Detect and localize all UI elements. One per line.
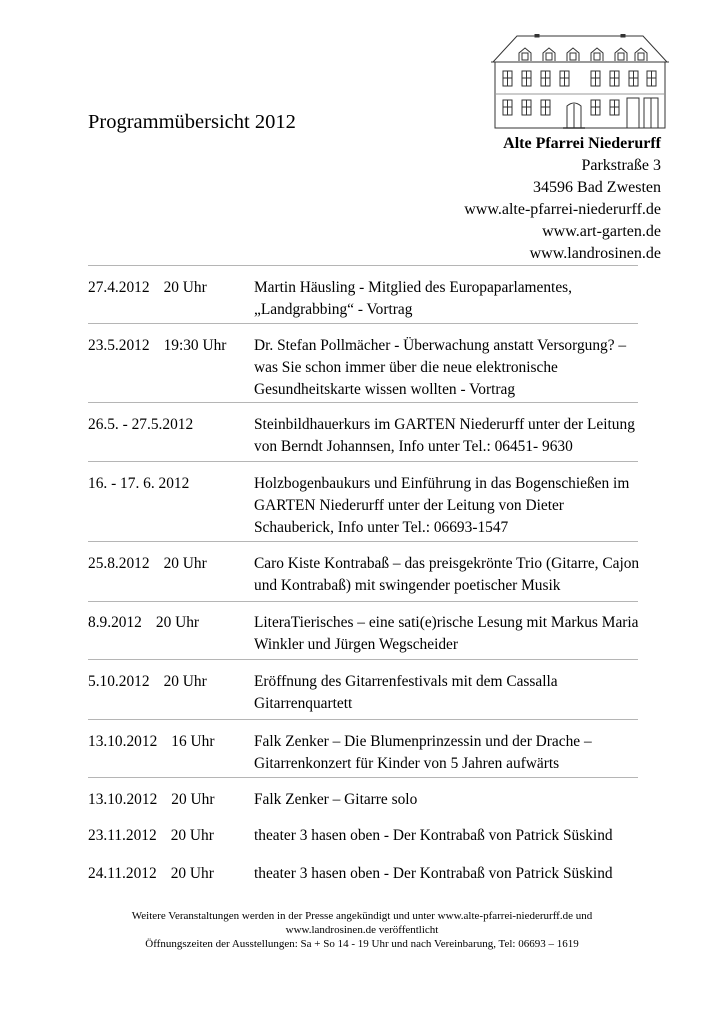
event-description-line: von Berndt Johannsen, Info unter Tel.: 06451- 9630: [254, 438, 573, 455]
event-time: 20 Uhr: [170, 827, 214, 844]
address-street: Parkstraße 3: [581, 157, 661, 174]
event-description-line: LiteraTierisches – eine sati(e)rische Lesung mit Markus Maria: [254, 614, 639, 631]
footer-line: Weitere Veranstaltungen werden in der Presse angekündigt und unter www.alte-pfarrei-niederurff.de und: [131, 910, 593, 922]
event-description-line: Eröffnung des Gitarrenfestivals mit dem Cassalla: [254, 673, 558, 690]
event-description-line: Falk Zenker – Gitarre solo: [254, 791, 418, 808]
event-date: 27.4.2012: [88, 279, 150, 296]
divider: [88, 265, 638, 266]
event-datetime: [88, 863, 214, 885]
event-description: [254, 277, 649, 321]
event-description-line: theater 3 hasen oben - Der Kontrabaß von Patrick Süskind: [254, 827, 613, 844]
event-description: [254, 731, 649, 775]
parsonage-building-illustration: [487, 34, 673, 130]
event-date: 13.10.2012: [88, 791, 158, 808]
event-date: 13.10.2012: [88, 733, 158, 750]
footer-line: Öffnungszeiten der Ausstellungen: Sa + So 14 - 19 Uhr und nach Vereinbarung, Tel: 06693 – 1619: [145, 938, 579, 950]
event-description-line: Gesundheitskarte wissen wollten - Vortrag: [254, 381, 516, 398]
event-time: 20 Uhr: [163, 673, 207, 690]
event-description-line: Schauberick, Info unter Tel.: 06693-1547: [254, 519, 509, 536]
event-description-line: Caro Kiste Kontrabaß – das preisgekrönte Trio (Gitarre, Cajon: [254, 555, 640, 572]
event-description-line: was Sie schon immer über die neue elektronische: [254, 359, 558, 376]
footer-note: [62, 909, 662, 951]
event-description: [254, 863, 649, 885]
event-description-line: Gitarrenquartett: [254, 695, 353, 712]
event-description-line: Gitarrenkonzert für Kinder von 5 Jahren aufwärts: [254, 755, 560, 772]
event-datetime: [88, 789, 214, 811]
event-time: 16 Uhr: [171, 733, 215, 750]
event-datetime: [88, 414, 193, 436]
event-date: 5.10.2012: [88, 673, 150, 690]
divider: [88, 541, 638, 542]
event-date: 16. - 17. 6. 2012: [88, 475, 190, 492]
event-datetime: [88, 731, 214, 753]
event-description: [254, 789, 649, 811]
event-date: 23.11.2012: [88, 827, 157, 844]
event-datetime: [88, 335, 226, 357]
event-datetime: [88, 671, 207, 693]
event-description-line: Martin Häusling - Mitglied des Europaparlamentes,: [254, 279, 572, 296]
event-datetime: [88, 825, 214, 847]
event-datetime: [88, 473, 189, 495]
event-description-line: theater 3 hasen oben - Der Kontrabaß von Patrick Süskind: [254, 865, 613, 882]
divider: [88, 719, 638, 720]
website-link[interactable]: www.landrosinen.de: [529, 245, 661, 262]
event-date: 26.5. - 27.5.2012: [88, 416, 194, 433]
divider: [88, 323, 638, 324]
address-block: [464, 133, 661, 265]
event-description-line: und Kontrabaß) mit swingender poetischer Musik: [254, 577, 561, 594]
website-link[interactable]: www.art-garten.de: [542, 223, 661, 240]
event-description: [254, 473, 649, 539]
event-description: [254, 671, 649, 715]
event-description: [254, 335, 649, 401]
event-time: 20 Uhr: [170, 865, 214, 882]
divider: [88, 402, 638, 403]
divider: [88, 601, 638, 602]
event-time: 20 Uhr: [155, 614, 200, 631]
event-time: 20 Uhr: [163, 279, 207, 296]
event-date: 8.9.2012: [88, 614, 142, 631]
address-city: 34596 Bad Zwesten: [533, 179, 661, 196]
page-title: Programmübersicht 2012: [88, 111, 296, 133]
event-datetime: [88, 553, 207, 575]
event-description-line: „Landgrabbing“ - Vortrag: [254, 301, 413, 318]
event-datetime: [88, 612, 199, 634]
event-date: 24.11.2012: [88, 865, 157, 882]
event-description-line: Holzbogenbaukurs und Einführung in das Bogenschießen im: [254, 475, 630, 492]
footer-line: www.landrosinen.de veröffentlicht: [285, 924, 439, 936]
event-datetime: [88, 277, 207, 299]
event-time: 19:30 Uhr: [163, 337, 227, 354]
event-date: 25.8.2012: [88, 555, 150, 572]
event-description: [254, 825, 649, 847]
organization-name: Alte Pfarrei Niederurff: [503, 135, 661, 152]
event-date: 23.5.2012: [88, 337, 150, 354]
event-description-line: Falk Zenker – Die Blumenprinzessin und der Drache –: [254, 733, 592, 750]
website-link[interactable]: www.alte-pfarrei-niederurff.de: [464, 201, 661, 218]
event-description: [254, 612, 649, 656]
event-time: 20 Uhr: [163, 555, 207, 572]
event-description-line: Steinbildhauerkurs im GARTEN Niederurff unter der Leitung: [254, 416, 635, 433]
event-description-line: Dr. Stefan Pollmächer - Überwachung anstatt Versorgung? –: [254, 337, 627, 354]
divider: [88, 777, 638, 778]
divider: [88, 659, 638, 660]
event-description-line: Winkler und Jürgen Wegscheider: [254, 636, 459, 653]
event-time: 20 Uhr: [171, 791, 215, 808]
divider: [88, 461, 638, 462]
event-description: [254, 553, 649, 597]
event-description: [254, 414, 649, 458]
event-description-line: GARTEN Niederurff unter der Leitung von Dieter: [254, 497, 564, 514]
